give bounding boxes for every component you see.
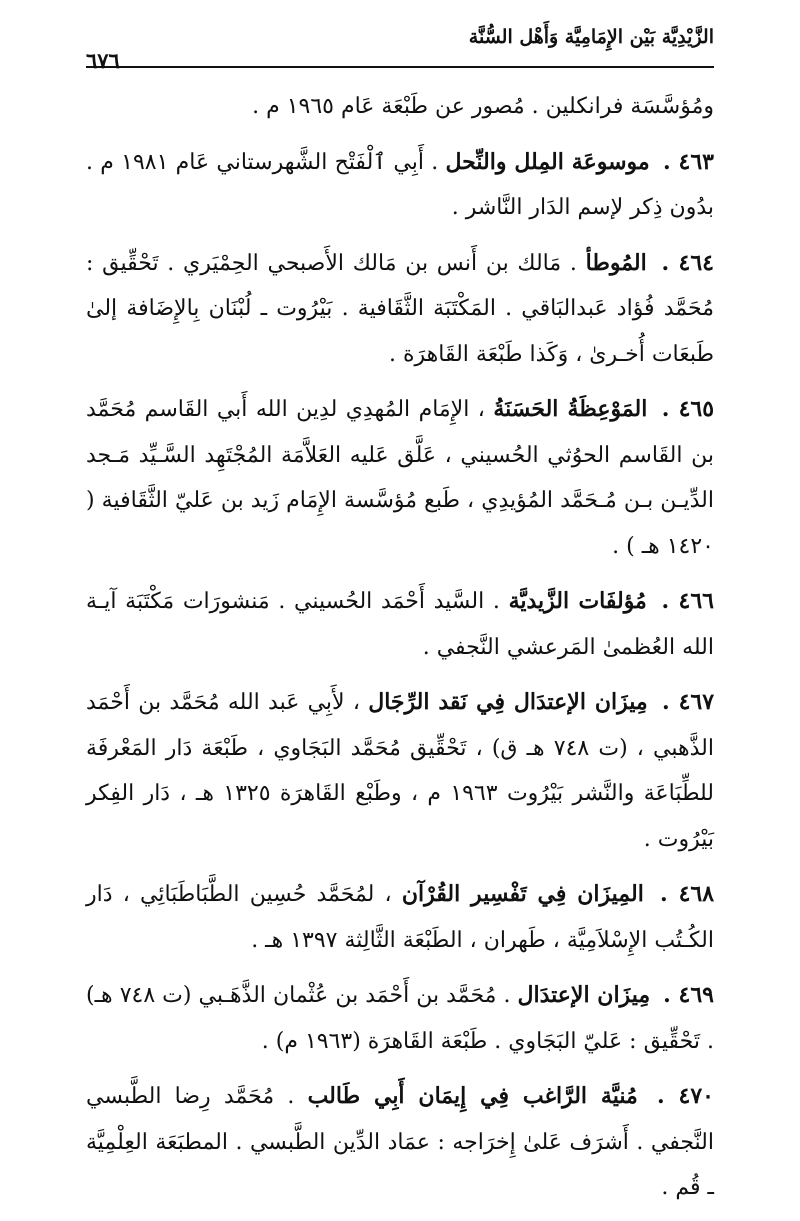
bibliography-list [86,84,714,1221]
entry-number: ٤٦٩ . [663,982,714,1008]
entry-title: مُنيَّة الرَّاغب فِي إِيمَان أَبِي طَالب [307,1083,638,1109]
bibliography-entry [86,973,714,1064]
entry-number: ٤٧٠ . [656,1083,714,1109]
bibliography-entry [86,1074,714,1211]
bibliography-entry [86,140,714,231]
bibliography-entry [86,872,714,963]
entry-text: . مُحَمَّد رِضا الطَّبسي النَّجفي . أَشرَف عَلىٰ إِخرَاجه : عمَاد الدِّين الطَّبسي . المطبَعَة العِلْمِيَّة ـ قُم . [86,1084,714,1200]
bibliography-entry [86,387,714,569]
entry-title: المُوطأ [585,249,647,276]
entry-title: مُؤلفَات الزَّيديَّة [508,588,647,614]
entry-text: . أَبِي ٱلْفَتْح الشَّهرستاني عَام ١٩٨١ م . بدُون ذِكر لإسم الدَار النَّاشر . [86,149,714,220]
bibliography-entry [86,84,714,130]
entry-title: المَوْعِظَةُ الحَسَنَةُ [493,396,648,422]
entry-number: ٤٦٧ . [661,689,715,715]
entry-number: ٤٦٤ . [661,249,714,276]
running-title: الزَّيْدِيَّة بَيْن الإِمَامِيَّة وَأَهْل السُّنَّة [468,26,714,48]
entry-title: موسوعَة المِلل والنِّحل [445,148,650,175]
entry-title: مِيزَان الإعتدَال [517,982,651,1008]
entry-text: . السَّيد أَحْمَد الحُسيني . مَنشورَات مَكْتَبَة آيـة الله العُظمىٰ المَرعشي النَّجفي . [86,589,714,660]
entry-text: ومُؤسَّسَة فرانكلين . مُصور عن طَبْعَة عَام ١٩٦٥ م . [252,94,714,119]
entry-text: . مَالك بن أَنس بن مَالك الأَصبحي الحِمْيَري . تَحْقِّيق : مُحَمَّد فُؤاد عَبدالبَاقي . المَكْتَبَة الثَّقَافية . بَيْرُوت ـ لُبْنَان بِالإِضَافة إلىٰ طَبعَات أُخـرىٰ ، وَكَذا طَبْعَة القَاهرَة . [86,250,714,367]
entry-title: المِيزَان فِي تَفْسِير القُرْآن [401,881,644,907]
entry-number: ٤٦٨ . [660,881,715,907]
entry-text: ، الإِمَام المُهدِي لدِين الله أَبي القَاسم مُحَمَّد بن القَاسم الحوُثي الحُسيني ، عَلَّق عَليه العَلاَّمَة المُجْتَهِد السَّـيِّد مَـجد الدِّيـن بـن مُـحَمَّد المُؤيدِي ، طَبع مُؤسَّسة الإِمَام زَيد بن عَليّ الثَّقَافية ( ١٤٢٠ هـ ) . [86,397,714,559]
entry-title: مِيزَان الإعتدَال فِي نَقد الرِّجَال [368,689,648,715]
entry-text: . مُحَمَّد بن أَحْمَد بن عُثْمان الذَّهَـبي (ت ٧٤٨ هـ) . تَحْقِّيق : عَليّ البَجَاوي . طَبْعَة القَاهرَة (١٩٦٣ م) . [86,983,714,1054]
entry-number: ٤٦٦ . [661,588,714,614]
entry-number: ٤٦٣ . [662,148,714,175]
entry-text: ، لمُحَمَّد حُسِين الطَّبَاطَبَائِي ، دَار الكُـتُب الإِسْلاَمِيَّة ، طَهران ، الطَبْعَة الثَّالِثة ١٣٩٧ هـ . [86,882,714,953]
bibliography-entry [86,680,714,862]
bibliography-entry [86,579,714,670]
running-header [86,14,714,73]
bibliography-entry [86,241,714,378]
page-number: ٦٧٦ [86,48,120,73]
entry-number: ٤٦٥ . [661,396,715,422]
entry-text: ، لأَبِي عَبد الله مُحَمَّد بن أَحْمَد الذَّهبي ، (ت ٧٤٨ هـ ق) ، تَحْقِّيق مُحَمَّد البَجَاوي ، طَبْعَة دَار المَعْرفَة للطِّبَاعَة والنَّشر بَيْرُوت ١٩٦٣ م ، وطَبْع القَاهرَة ١٣٢٥ هـ ، دَار الفِكر بَيْرُوت . [86,690,714,852]
